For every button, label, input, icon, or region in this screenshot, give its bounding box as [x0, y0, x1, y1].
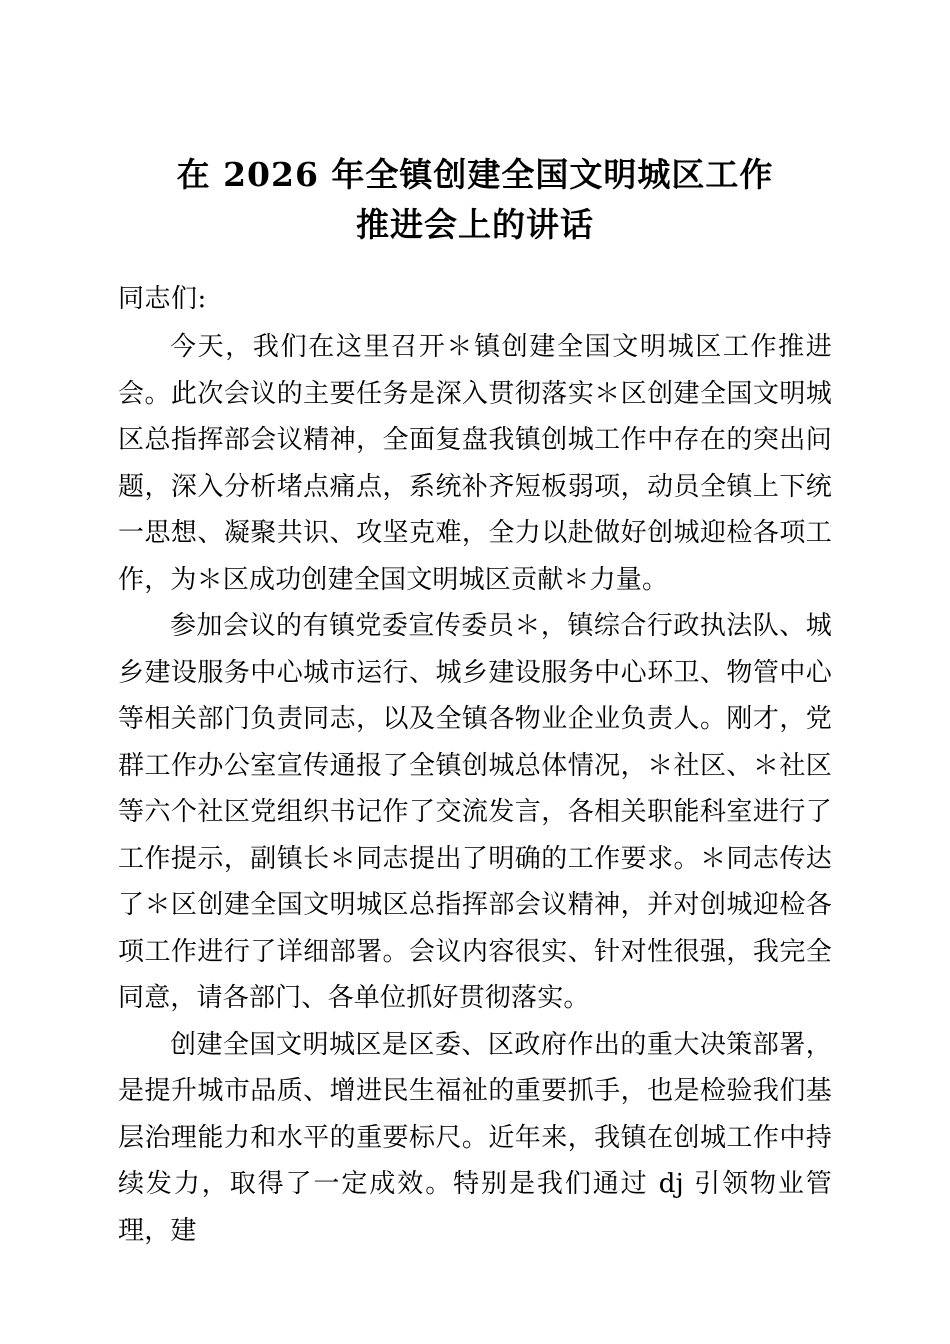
body-paragraph-1: 今天，我们在这里召开＊镇创建全国文明城区工作推进会。此次会议的主要任务是深入贯彻落实＊区创建全国文明城区总指挥部会议精神，全面复盘我镇创城工作中存在的突出问题，深入分析堵点痛点，系统补齐短板弱项，动员全镇上下统一思想、凝聚共识、攻坚克难，全力以赴做好创城迎检各项工作，为＊区成功创建全国文明城区贡献＊力量。	[118, 332, 832, 595]
page-title-line-2: 推进会上的讲话	[356, 205, 594, 244]
page-title	[118, 150, 832, 250]
salutation: 同志们:	[118, 284, 207, 314]
page-title-line-1: 在 2026 年全镇创建全国文明城区工作	[176, 155, 774, 194]
body-paragraph-2: 参加会议的有镇党委宣传委员＊，镇综合行政执法队、城乡建设服务中心城市运行、城乡建设服务中心环卫、物管中心等相关部门负责同志，以及全镇各物业企业负责人。刚才，党群工作办公室宣传通报了全镇创城总体情况，＊社区、＊社区等六个社区党组织书记作了交流发言，各相关职能科室进行了工作提示，副镇长＊同志提出了明确的工作要求。＊同志传达了＊区创建全国文明城区总指挥部会议精神，并对创城迎检各项工作进行了详细部署。会议内容很实、针对性很强，我完全同意，请各部门、各单位抓好贯彻落实。	[118, 611, 832, 1013]
body-paragraph-3: 创建全国文明城区是区委、区政府作出的重大决策部署，是提升城市品质、增进民生福祉的重要抓手，也是检验我们基层治理能力和水平的重要标尺。近年来，我镇在创城工作中持续发力，取得了一定成效。特别是我们通过 dj 引领物业管理，建	[118, 1029, 832, 1246]
